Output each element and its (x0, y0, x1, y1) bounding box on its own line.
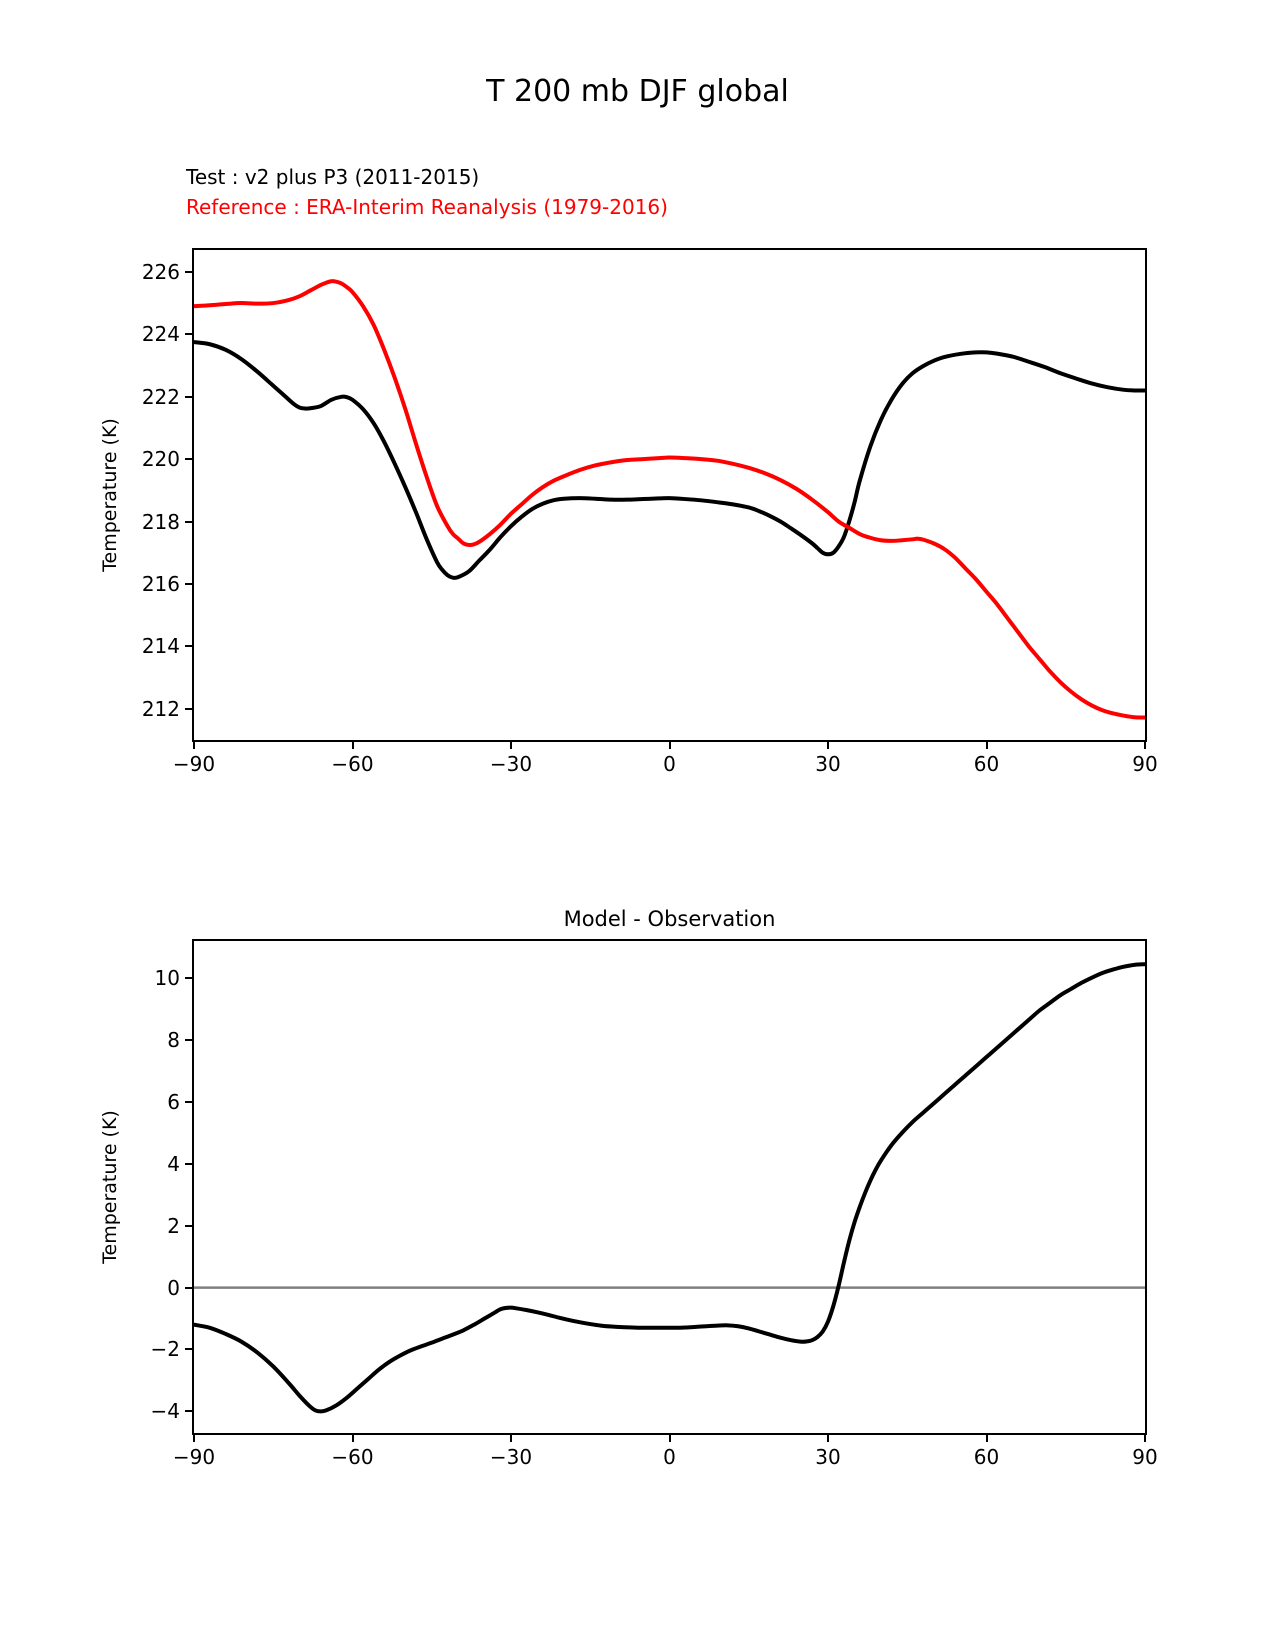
x-axis-tick (827, 1433, 829, 1442)
y-axis-tick (185, 1225, 194, 1227)
legend-reference-label: Reference : ERA-Interim Reanalysis (1979-2016) (186, 195, 668, 219)
x-axis-tick-label: 90 (1132, 1445, 1158, 1469)
y-axis-tick (185, 1410, 194, 1412)
top-plot-y-axis-label: Temperature (K) (99, 418, 121, 572)
y-axis-tick-label: 216 (141, 571, 180, 596)
x-axis-tick (669, 740, 671, 749)
x-axis-tick (510, 1433, 512, 1442)
y-axis-tick (185, 1287, 194, 1289)
top-plot-axes (99, 248, 1158, 776)
bottom-plot-y-axis-label: Temperature (K) (99, 1110, 121, 1264)
x-axis-tick-label: 60 (973, 1445, 1000, 1469)
x-axis-tick-label: −30 (489, 752, 533, 776)
y-axis-tick (185, 458, 194, 460)
y-axis-tick-label: 218 (141, 509, 180, 534)
x-axis-tick-label: −60 (331, 1445, 374, 1469)
y-axis-tick-label: 8 (167, 1028, 180, 1053)
y-axis-tick-label: 212 (141, 696, 180, 721)
y-axis-tick-label: 226 (141, 259, 180, 284)
y-axis-tick-label: 214 (141, 634, 180, 659)
series-curve-0 (194, 342, 1145, 578)
y-axis-tick (185, 1163, 194, 1165)
x-axis-tick (352, 1433, 354, 1442)
y-axis-tick (185, 1101, 194, 1103)
x-axis-tick (510, 740, 512, 749)
y-axis-tick-label: −2 (150, 1337, 180, 1362)
y-axis-tick (185, 333, 194, 335)
y-axis-tick-label: 0 (167, 1275, 180, 1300)
y-axis-tick (185, 708, 194, 710)
y-axis-tick-label: 2 (167, 1213, 180, 1238)
y-axis-tick (185, 396, 194, 398)
x-axis-tick (986, 1433, 988, 1442)
y-axis-tick-label: 4 (167, 1151, 180, 1176)
y-axis-tick (185, 977, 194, 979)
figure-title: T 200 mb DJF global (486, 74, 789, 109)
x-axis-tick-label: −30 (489, 1445, 533, 1469)
series-curve-0 (194, 964, 1145, 1411)
y-axis-tick-label: 220 (141, 447, 180, 472)
x-axis-tick-label: 30 (815, 1445, 841, 1469)
legend (186, 162, 668, 222)
y-axis-tick (185, 645, 194, 647)
y-axis-tick-label: 222 (141, 384, 180, 409)
x-axis-tick-label: 60 (973, 752, 1000, 776)
x-axis-tick-label: 0 (663, 1445, 676, 1469)
plot-canvas (194, 941, 1145, 1433)
x-axis-tick (669, 1433, 671, 1442)
y-axis-tick-label: −4 (150, 1399, 180, 1424)
y-axis-tick (185, 521, 194, 523)
x-axis-tick-label: −90 (172, 1445, 216, 1469)
bottom-plot-axes (99, 907, 1158, 1469)
x-axis-tick (1144, 1433, 1146, 1442)
x-axis-tick-label: 90 (1132, 752, 1158, 776)
x-axis-tick (352, 740, 354, 749)
x-axis-tick-label: 0 (663, 752, 676, 776)
y-axis-tick (185, 271, 194, 273)
y-axis-tick (185, 1348, 194, 1350)
y-axis-tick-label: 224 (141, 322, 180, 347)
x-axis-tick (1144, 740, 1146, 749)
bottom-plot-title: Model - Observation (563, 907, 776, 931)
x-axis-tick-label: −90 (172, 752, 216, 776)
legend-test-label: Test : v2 plus P3 (2011-2015) (186, 165, 480, 189)
x-axis-tick (827, 740, 829, 749)
plot-canvas (194, 250, 1145, 740)
x-axis-tick (986, 740, 988, 749)
y-axis-tick-label: 10 (154, 966, 180, 991)
y-axis-tick-label: 6 (167, 1089, 180, 1114)
x-axis-tick (193, 740, 195, 749)
x-axis-tick-label: −60 (331, 752, 374, 776)
x-axis-tick (193, 1433, 195, 1442)
x-axis-tick-label: 30 (815, 752, 841, 776)
y-axis-tick (185, 583, 194, 585)
y-axis-tick (185, 1039, 194, 1041)
